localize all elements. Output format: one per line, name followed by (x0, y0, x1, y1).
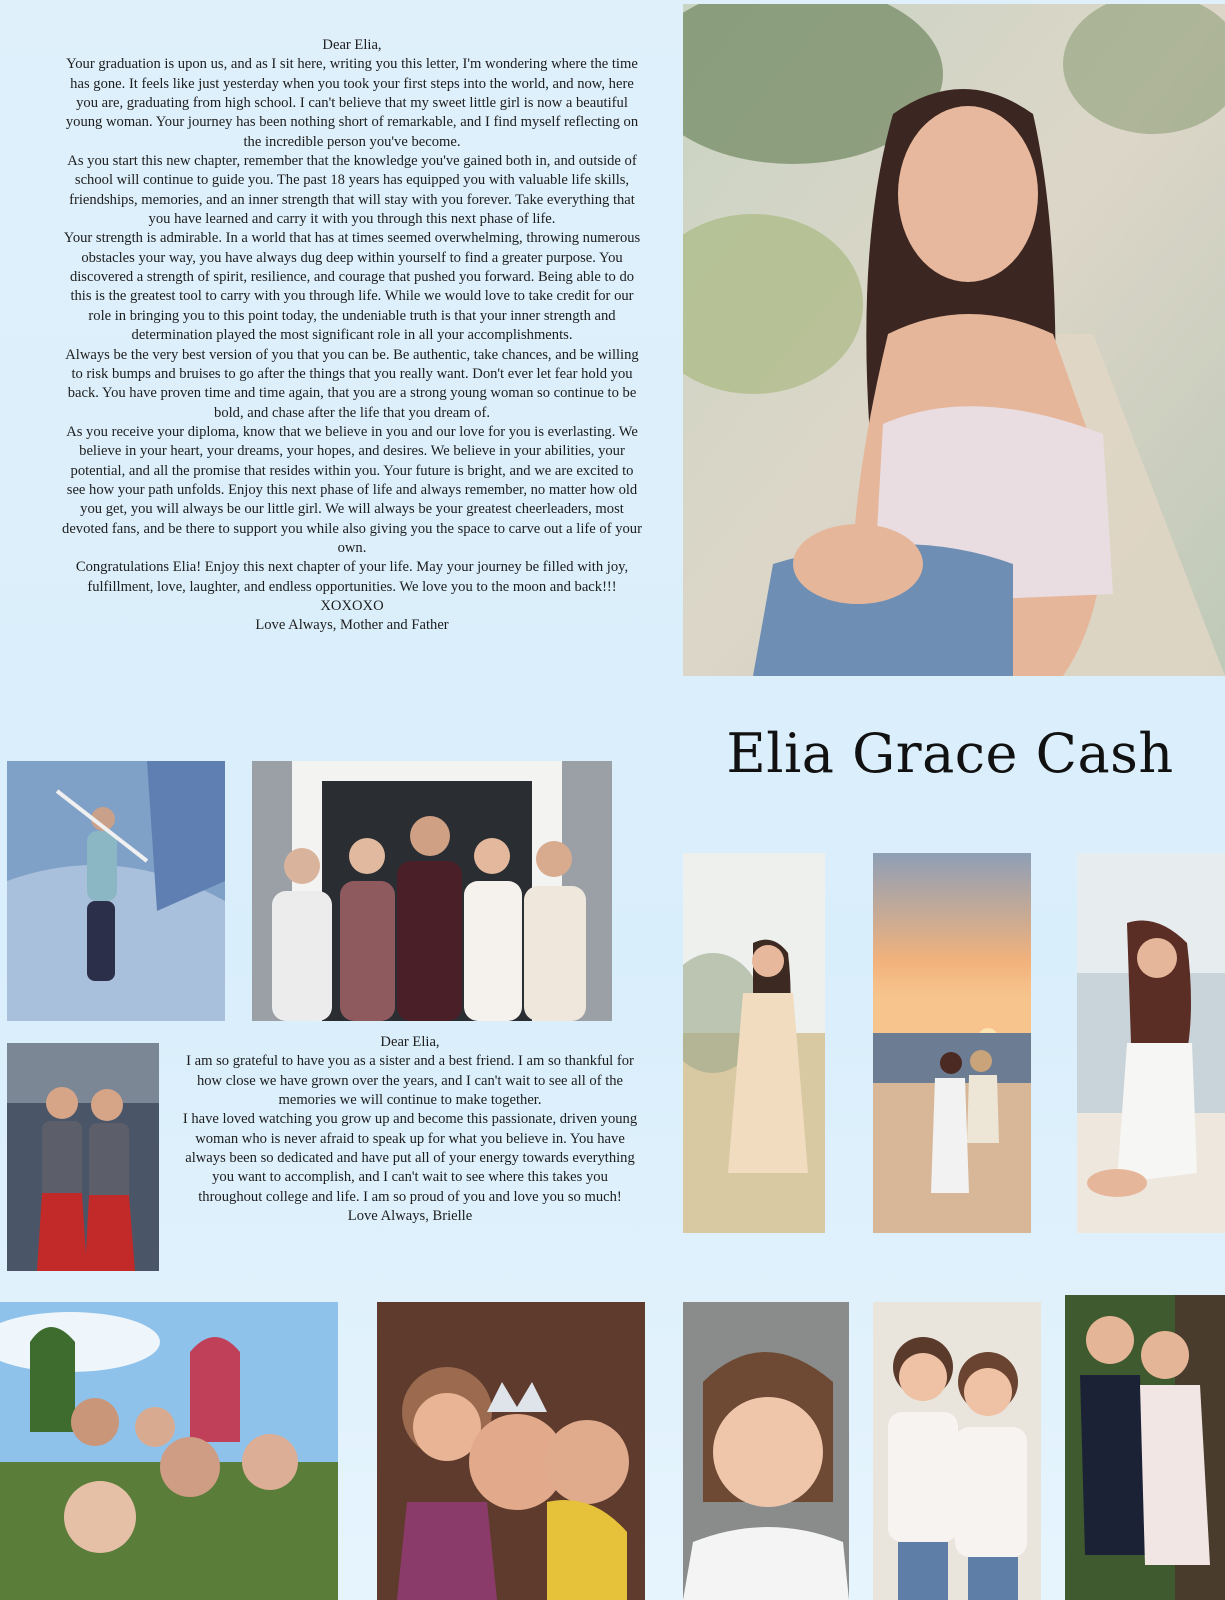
letter-paragraph: Your strength is admirable. In a world that has at times seemed overwhelming, throwing numerous obstacles your way, you have always dug deep within yourself to find a greater purpose. You discovered a strength of spirit, resilience, and courage that pushed you forward. Being able to do this is the greatest tool to carry with you through life. While we would love to take credit for our role in bringing you to this point today, the undeniable truth is that your inner strength and determination played the most significant role in all your accomplishments. (63, 230, 641, 344)
letter-signature: Love Always, Brielle (347, 1208, 473, 1225)
letter-paragraph: As you start this new chapter, remember that the knowledge you've gained both in, and outside of school will continue to guide you. The past 18 years has equipped you with valuable life skills, friendships, memories, and an inner strength that will stay with you forever. Take everything that you have learned and carry it with you through this next phase of life. (67, 153, 637, 228)
beach-sunset-photo (873, 853, 1031, 1233)
letter-paragraph: Your graduation is upon us, and as I sit here, writing you this letter, I'm wondering where the time has gone. It feels like just yesterday when you took your first steps into the world, and now, here you are, graduating from high school. I can't believe that my sweet little girl is now a beautiful young woman. Your journey has been nothing short of remarkable, and I find myself reflecting on the incredible person you've become. (65, 56, 639, 150)
letter-paragraph: Congratulations Elia! Enjoy this next chapter of your life. May your journey be filled with joy, fulfillment, love, laughter, and endless opportunities. We love you to the moon and back!!! XOXOXO (75, 559, 629, 614)
sisters-hug-photo (1065, 1295, 1225, 1600)
letter-paragraph: I am so grateful to have you as a sister and a best friend. I am so thankful for how close we have grown over the years, and I can't wait to see all of the memories we will continue to make together. (186, 1053, 634, 1109)
beach-portrait-photo (1077, 853, 1225, 1233)
graduate-name-title: Elia Grace Cash (726, 722, 1174, 785)
color-guard-sisters-photo (7, 1043, 159, 1271)
parents-letter (62, 36, 642, 636)
sister-letter (180, 1033, 640, 1226)
theme-park-family-photo (0, 1302, 338, 1600)
letter-paragraph: Always be the very best version of you that you can be. Be authentic, take chances, and be willing to risk bumps and bruises to go after the things that you really want. Don't ever let fear hold you back. You have proven time and time again, that you are a strong young woman so continue to be bold, and chase after the life that you dream of. (65, 346, 639, 421)
letter-paragraph: I have loved watching you grow up and become this passionate, driven young woman who is never afraid to speak up for what you believe in. You have always been so dedicated and have put all of your energy towards everything you want to accomplish, and I can't wait to see where this takes you throughout college and life. I am so proud of you and love you so much! (182, 1111, 638, 1205)
field-portrait-photo (683, 853, 825, 1233)
letter-paragraph: Dear Elia, (380, 1034, 440, 1050)
letter-signature: Love Always, Mother and Father (255, 617, 449, 634)
senior-portrait-photo (683, 4, 1225, 676)
letter-paragraph: As you receive your diploma, know that we believe in you and our love for you is everlasting. We believe in your heart, your dreams, your hopes, and desires. We believe in your abilities, your potential, and all the promise that resides within you. Your future is bright, and we are excited to see how your path unfolds. Enjoy this next phase of life and always remember, no matter how old you get, you will always be our little girl. We will always be your greatest cheerleaders, most devoted fans, and be there to support you while also giving you the space to carve out a life of your own. (62, 423, 642, 556)
color-guard-photo (7, 761, 225, 1021)
letter-paragraph: Dear Elia, (322, 37, 382, 53)
sisters-childhood-photo (873, 1302, 1041, 1600)
childhood-party-photo (377, 1302, 645, 1600)
toddler-photo (683, 1302, 849, 1600)
family-porch-photo (252, 761, 612, 1021)
